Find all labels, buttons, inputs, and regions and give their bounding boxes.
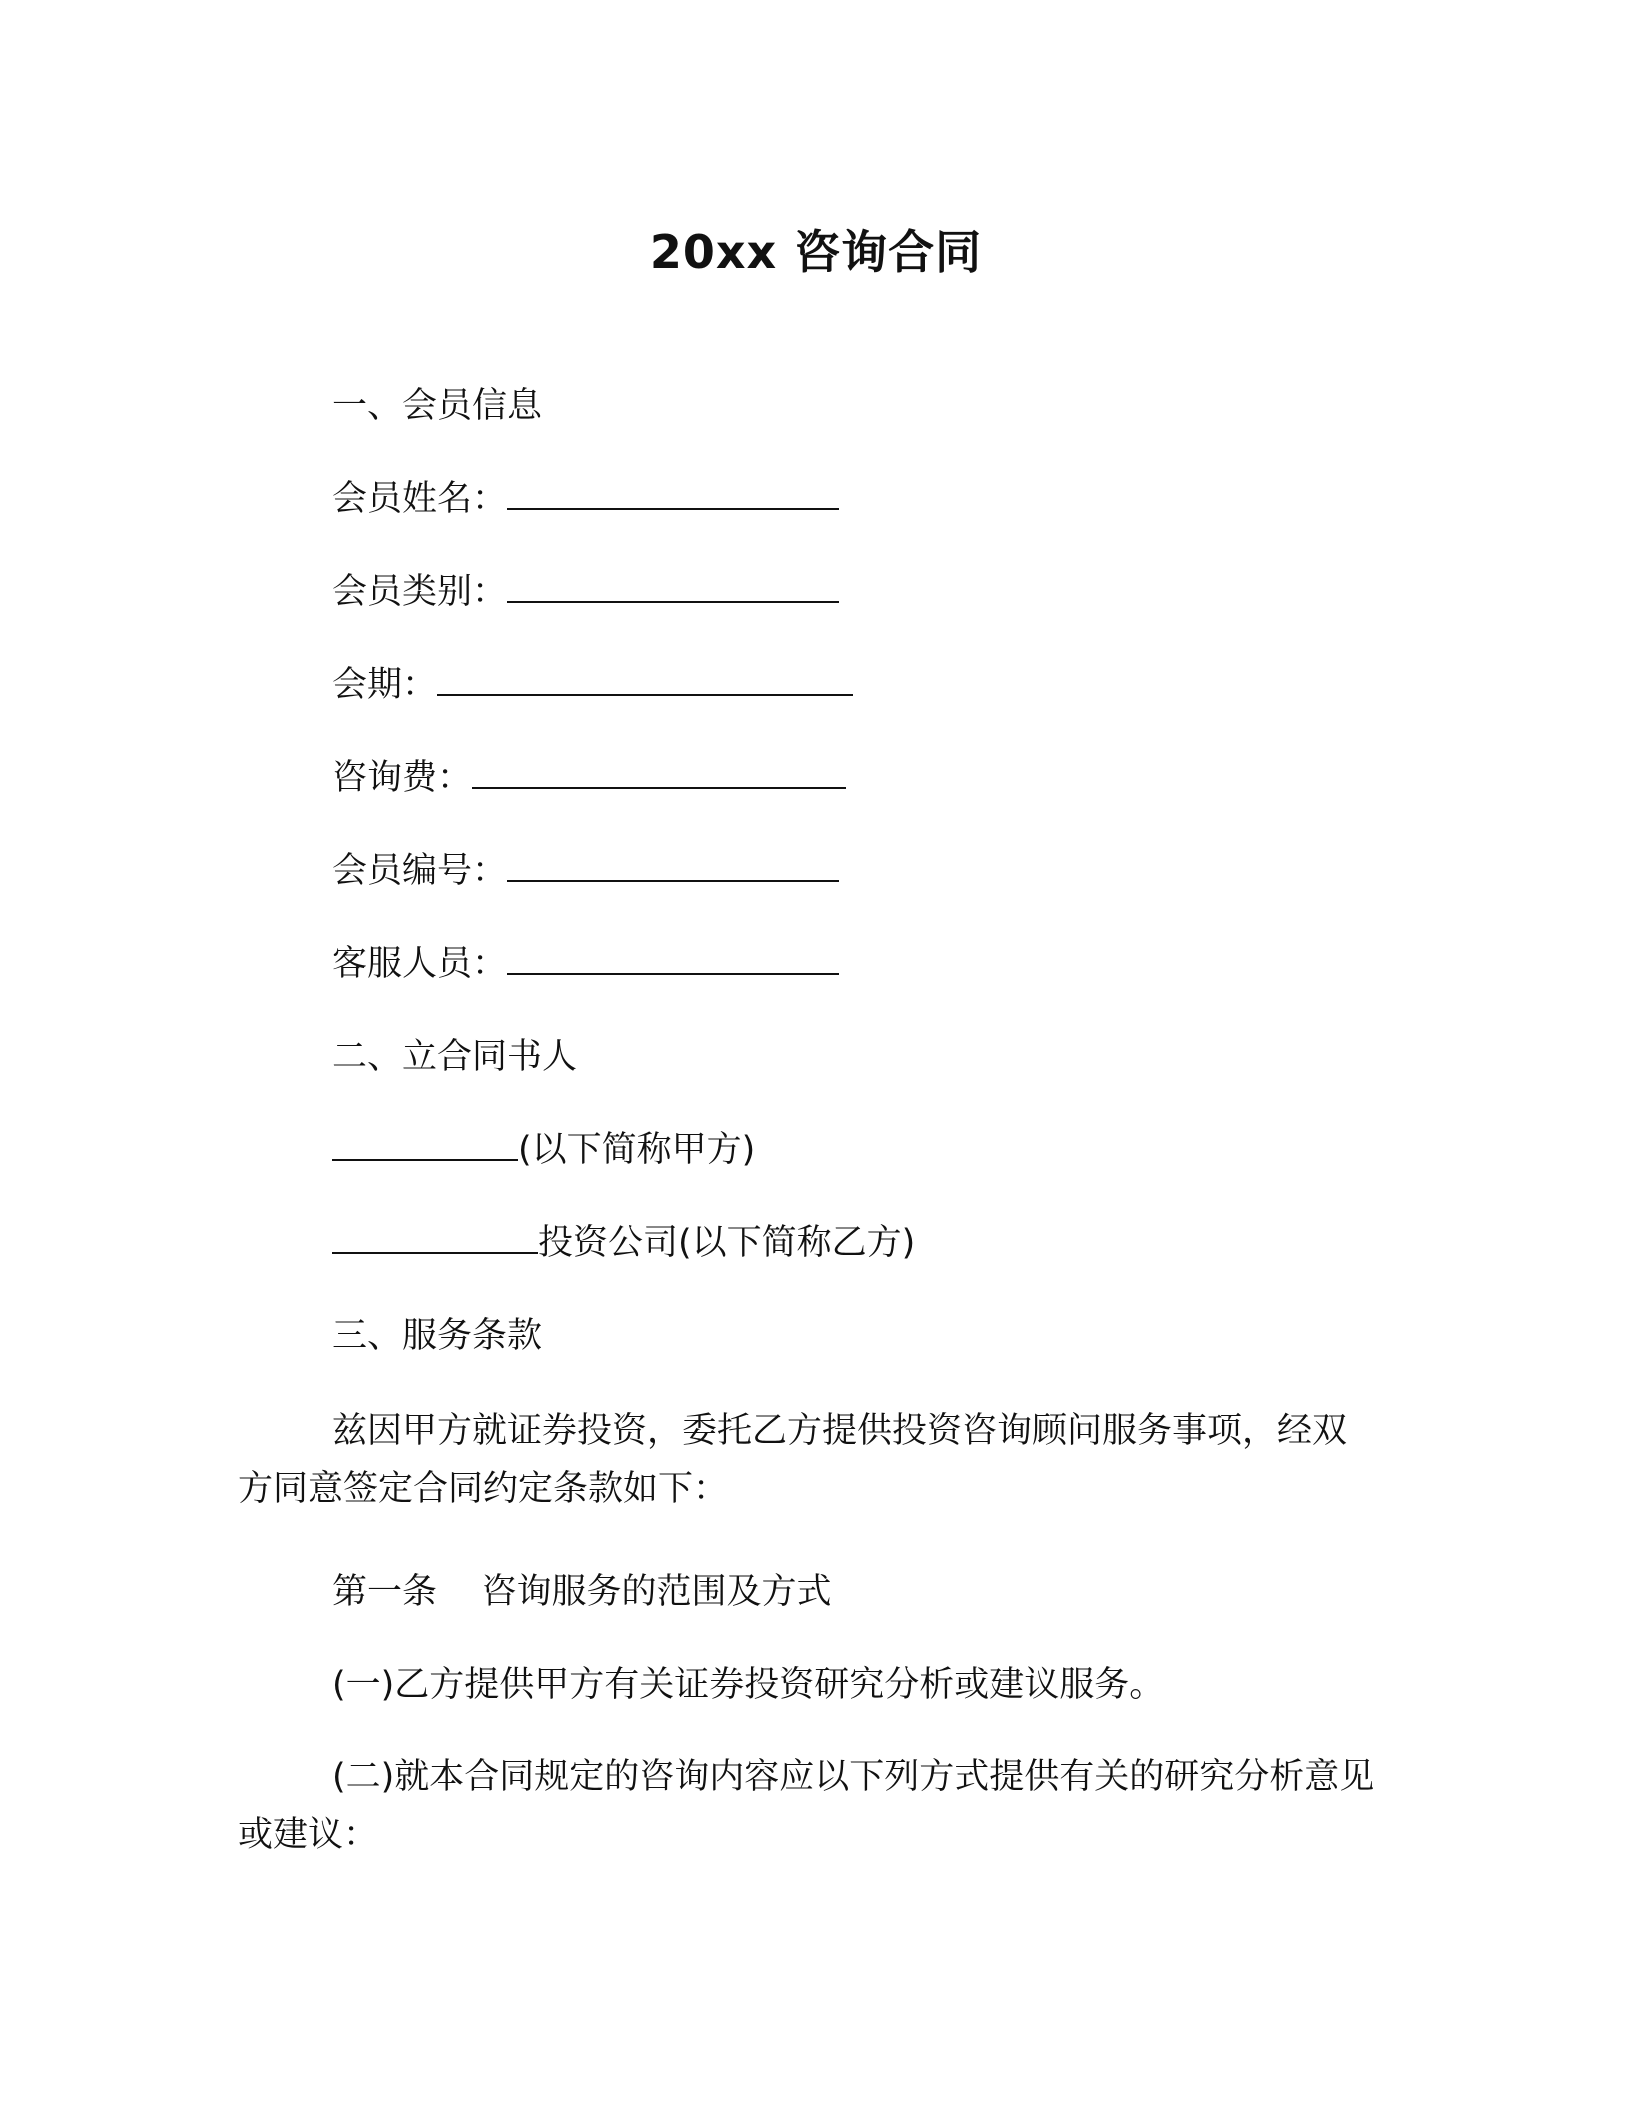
field-membership-period xyxy=(332,661,853,709)
section-heading-service-terms: 三、服务条款 xyxy=(332,1316,543,1356)
field-consulting-fee xyxy=(332,754,846,802)
party-a-line xyxy=(332,1126,755,1174)
consulting-fee-blank xyxy=(472,757,846,789)
document-title: 20xx 咨询合同 xyxy=(649,225,983,279)
member-number-blank xyxy=(507,850,839,882)
field-member-name xyxy=(332,475,839,523)
field-label: 会员编号： xyxy=(332,851,508,891)
field-label: 咨询费： xyxy=(332,758,473,798)
party-a-blank xyxy=(332,1129,518,1161)
article-1-heading: 第一条 咨询服务的范围及方式 xyxy=(332,1572,832,1612)
article-1-item-1: (一)乙方提供甲方有关证券投资研究分析或建议服务。 xyxy=(332,1665,1165,1705)
membership-period-blank xyxy=(437,664,853,696)
field-member-category xyxy=(332,568,839,616)
field-label: 会员姓名： xyxy=(332,479,508,519)
intro-paragraph: 兹因甲方就证券投资，委托乙方提供投资咨询顾问服务事项，经双方同意签定合同约定条款如下： xyxy=(238,1411,1348,1509)
member-category-blank xyxy=(507,571,839,603)
party-b-line xyxy=(332,1219,915,1267)
article-1-item-2: (二)就本合同规定的咨询内容应以下列方式提供有关的研究分析意见或建议： xyxy=(238,1757,1375,1855)
field-label: 会员类别： xyxy=(332,572,508,612)
section-heading-parties: 二、立合同书人 xyxy=(332,1037,578,1077)
party-a-suffix: (以下简称甲方) xyxy=(518,1130,756,1170)
field-customer-service xyxy=(332,940,839,988)
field-member-number xyxy=(332,847,839,895)
field-label: 客服人员： xyxy=(332,944,508,984)
section-heading-member-info: 一、会员信息 xyxy=(332,386,543,426)
member-name-blank xyxy=(507,478,839,510)
party-b-blank xyxy=(332,1222,538,1254)
field-label: 会期： xyxy=(332,665,438,705)
customer-service-blank xyxy=(507,943,839,975)
party-b-suffix: 投资公司(以下简称乙方) xyxy=(538,1223,916,1263)
